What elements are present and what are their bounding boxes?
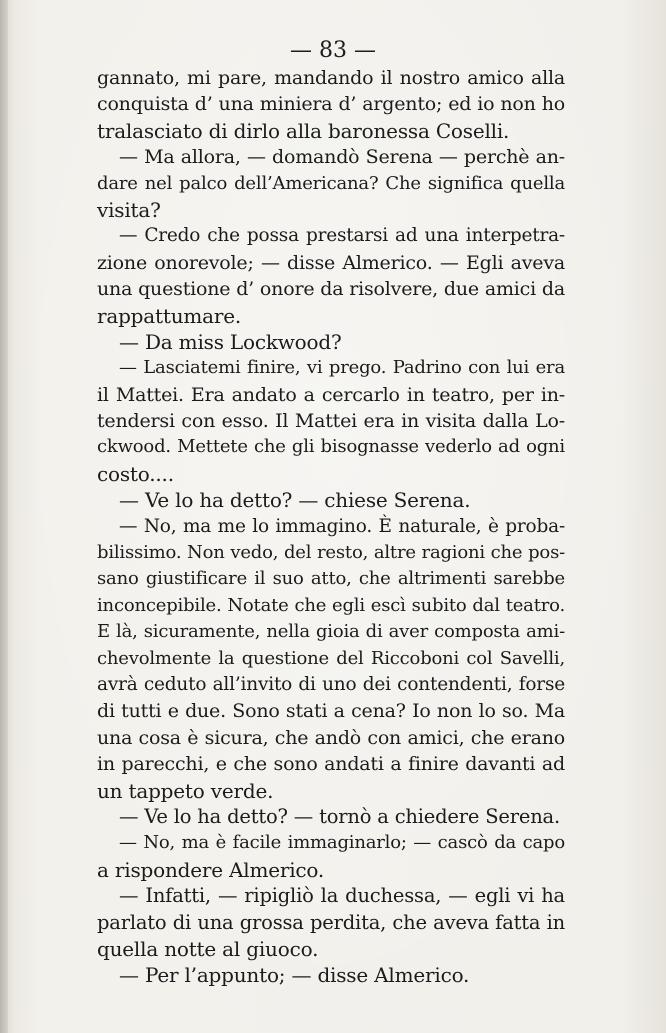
text-line: rappattumare.	[97, 303, 242, 328]
text-line: avrà ceduto all’invito di uno dei contendenti, forse	[97, 673, 565, 695]
text-line: parlato di una grossa perdita, che aveva fatta in	[97, 910, 565, 934]
page-binding-edge	[0, 0, 8, 1033]
text-line: — No, ma è facile immaginarlo; — cascò da capo	[119, 832, 565, 854]
text-line: il Mattei. Era andato a cercarlo in teatro, per in-	[97, 383, 565, 406]
text-line: chevolmente la questione del Riccoboni col Savelli,	[97, 647, 565, 669]
text-line: inconcepibile. Notate che egli escì subito dal teatro.	[97, 594, 565, 616]
text-line: E là, sicuramente, nella gioia di aver composta ami-	[97, 621, 565, 643]
text-line: conquista d’ una miniera d’ argento; ed io non ho	[97, 93, 565, 116]
text-line: di tutti e due. Sono stati a cena? Io non lo so. Ma	[97, 700, 565, 723]
text-line: a rispondere Almerico.	[97, 857, 325, 882]
text-line: bilissimo. Non vedo, del resto, altre ragioni che pos-	[97, 542, 565, 564]
text-line: — Ma allora, — domandò Serena — perchè an-	[119, 146, 565, 169]
text-line: in parecchi, e che sono andati a finire davanti ad	[97, 753, 565, 776]
text-line: tralasciato di dirlo alla baronessa Coselli.	[97, 118, 510, 143]
text-line: costo....	[97, 461, 174, 486]
page-number: — 83 —	[290, 38, 376, 63]
text-line: una questione d’ onore da risolvere, due amici da	[97, 278, 565, 301]
text-line: — Lasciatemi finire, vi prego. Padrino con lui era	[119, 357, 565, 379]
body-text	[97, 65, 565, 989]
text-line: quella notte al giuoco.	[97, 936, 319, 961]
text-line: — Da miss Lockwood?	[119, 329, 342, 354]
text-line: ckwood. Mettete che gli bisognasse vederlo ad ogni	[97, 436, 565, 458]
text-line: zione onorevole; — disse Almerico. — Egli aveva	[97, 251, 565, 274]
text-line: — Credo che possa prestarsi ad una interpetra-	[119, 225, 565, 247]
text-line: — Infatti, — ripigliò la duchessa, — egli vi ha	[119, 884, 565, 908]
text-line: un tappeto verde.	[97, 778, 274, 803]
text-line: — No, ma me lo immagino. È naturale, è proba-	[119, 515, 565, 537]
text-line: — Ve lo ha detto? — tornò a chiedere Serena.	[119, 804, 560, 828]
text-line: — Ve lo ha detto? — chiese Serena.	[119, 488, 471, 513]
text-line: gannato, mi pare, mandando il nostro amico alla	[97, 67, 565, 89]
text-line: una cosa è sicura, che andò con amici, che erano	[97, 726, 565, 749]
text-line: tendersi con esso. Il Mattei era in visita dalla Lo-	[97, 410, 565, 433]
text-line: dare nel palco dell’Americana? Che significa quella	[97, 172, 565, 194]
text-line: — Per l’appunto; — disse Almerico.	[119, 963, 470, 988]
text-line: sano giustificare il suo atto, che altrimenti sarebbe	[97, 568, 565, 590]
text-line: visita?	[97, 197, 161, 222]
